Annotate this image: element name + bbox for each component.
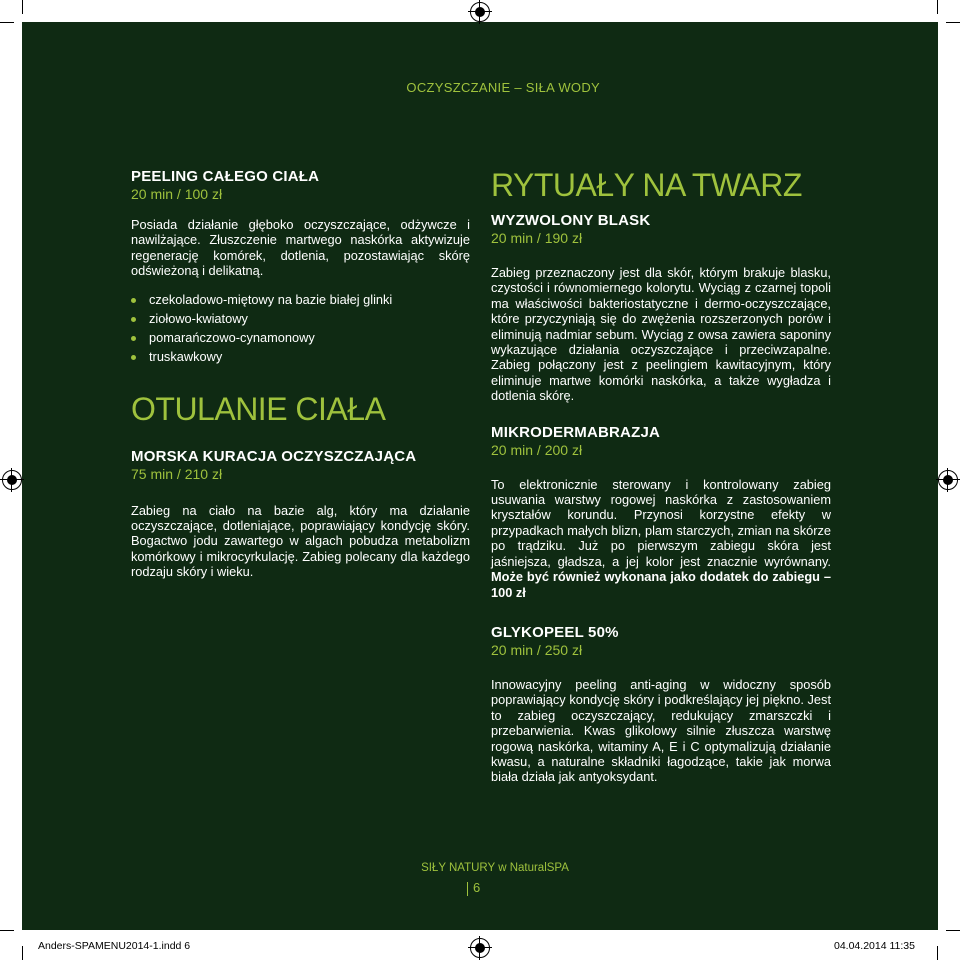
list-item: ziołowo-kwiatowy [131,312,470,326]
service-title: MORSKA KURACJA OCZYSZCZAJĄCA [131,447,417,465]
right-column [491,166,831,785]
crop-mark [22,946,23,960]
service-blask [491,212,831,404]
bullet-icon [131,336,136,341]
crop-mark [22,0,23,14]
crop-mark [0,22,14,23]
list-item: truskawkowy [131,350,470,364]
crop-mark [937,0,938,14]
list-item: czekoladowo-miętowy na bazie białej glinki [131,293,470,307]
service-description: Zabieg na ciało na bazie alg, który ma działanie oczyszczające, dotleniające, poprawiający kondycję skóry. Bogactwo jodu zawartego w algach pobudza metabolizm komórkowy i mikrocyrkulację. Zabieg polecany dla każdego rodzaju skóry i wieku. [131,502,470,580]
addon-note: Może być również wykonana jako dodatek do zabiegu – 100 zł [491,569,831,600]
bullet-icon [131,298,136,303]
registration-mark-icon [470,938,490,958]
service-title: WYZWOLONY BLASK [491,212,651,229]
divider [467,882,468,896]
service-description: Innowacyjny peeling anti-aging w widoczny sposób poprawiający kondycję skóry i podkreślający jej piękno. Jest to zabieg oczyszczający, redukujący zmarszczki i przebarwienia. Kwas glikolowy silnie złuszcza warstwę rogową naskórka, witaminy A, E i C optymalizują działanie kwasu, a naturalne składniki łagodzące, takie jak morwa biała działa jak antyoksydant. [491,676,831,785]
service-title: MIKRODERMABRAZJA [491,423,661,441]
peeling-options-list [131,293,470,364]
section-title-rytualy: RYTUAŁY NA TWARZ [491,167,802,203]
section-title-otulanie: OTULANIE CIAŁA [131,390,386,427]
service-description: Zabieg przeznaczony jest dla skór, którym brakuje blasku, czystości i równomiernego kolorytu. Wyciąg z czarnej topoli ma właściwości bakteriostatyczne i dermo-oczyszczające, które przyczyniają się do zwężenia rozszerzonych porów i eliminują nadmiar sebum. Wyciąg z owsa zawiera saponiny wykazujące działania oczyszczające i przeciwzapalne. Zabieg połączony jest z peelingiem kawitacyjnym, który eliminuje martwe komórki naskórka, a także wygładza i dotlenia skórę. [491,265,831,404]
list-item: pomarańczowo-cynamonowy [131,331,470,345]
crop-mark [946,22,960,23]
service-title: GLYKOPEEL 50% [491,623,619,641]
registration-mark-icon [2,470,22,490]
slug-filename: Anders-SPAMENU2014-1.indd 6 [38,940,191,952]
bullet-icon [131,317,136,322]
service-price: 20 min / 200 zł [491,441,583,458]
bullet-icon [131,355,136,360]
page-number: 6 [467,880,480,896]
service-description: To elektronicznie sterowany i kontrolowany zabieg usuwania warstwy rogowej naskórka z zastosowaniem kryształów korundu. Przynosi korzystne efekty w przypadkach małych blizn, plam starczych, zmian na skórze po trądziku. Już po pierwszym zabiegu skóra jest jaśniejsza, gładsza, a jej kolor jest znacznie wyrównany. Może być również wykonana jako dodatek do zabiegu – 100 zł [491,476,831,600]
service-mikro [491,424,831,600]
left-column [131,168,470,580]
footer-brand: SIŁY NATURY w NaturalSPA [421,862,569,874]
service-glyko [491,624,831,785]
slug-date: 04.04.2014 11:35 [834,940,915,952]
service-price: 20 min / 250 zł [491,641,583,658]
crop-mark [0,930,14,931]
registration-mark-icon [938,470,958,490]
page-header: OCZYSZCZANIE – SIŁA WODY [406,80,600,95]
service-description: Posiada działanie głęboko oczyszczające, odżywcze i nawilżające. Złuszczenie martwego naskórka aktywizuje regenerację komórek, dotlenia, pozostawiając skórę odświeżoną i delikatną. [131,217,470,279]
service-peeling [131,168,470,364]
service-morska [131,448,470,580]
service-price: 20 min / 190 zł [491,230,583,246]
crop-mark [937,946,938,960]
registration-mark-icon [470,2,490,22]
crop-mark [946,930,960,931]
service-price: 20 min / 100 zł [131,186,223,202]
service-price: 75 min / 210 zł [131,465,223,482]
service-title: PEELING CAŁEGO CIAŁA [131,168,320,185]
